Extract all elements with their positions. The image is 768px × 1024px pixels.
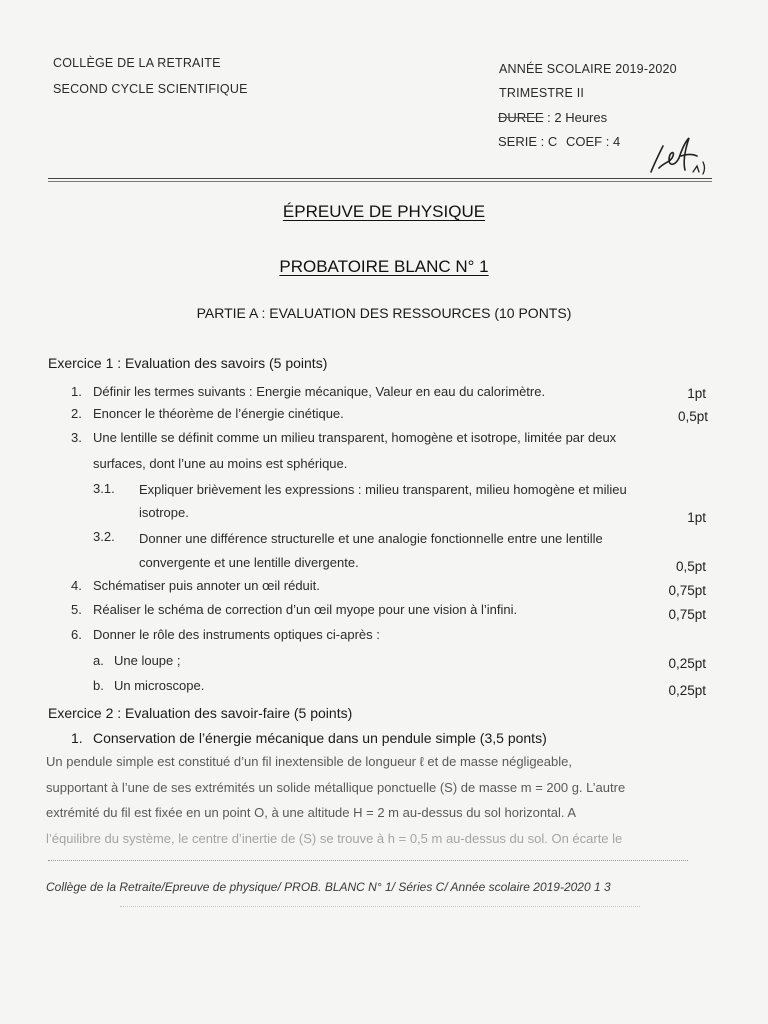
- header-rule: [48, 178, 712, 179]
- exam-subtitle: PROBATOIRE BLANC N° 1: [279, 257, 489, 276]
- q6-text: Donner le rôle des instruments optiques ci-après :: [93, 627, 380, 642]
- q5-number: 5.: [71, 602, 82, 617]
- exercise1-heading: Exercice 1 : Evaluation des savoirs (5 points): [48, 355, 328, 371]
- q1-number: 1.: [71, 384, 82, 399]
- q6b-text: Un microscope.: [114, 678, 205, 693]
- duration-label: DUREE: [498, 110, 544, 125]
- school-year: ANNÉE SCOLAIRE 2019-2020: [499, 62, 677, 76]
- q4-points: 0,75pt: [668, 583, 706, 598]
- q1-text: Définir les termes suivants : Energie mécanique, Valeur en eau du calorimètre.: [93, 384, 546, 399]
- q31-line1: Expliquer brièvement les expressions : milieu transparent, milieu homogène et milieu: [139, 482, 627, 497]
- q3-number: 3.: [71, 430, 82, 445]
- term: TRIMESTRE II: [499, 86, 585, 100]
- school-cycle: SECOND CYCLE SCIENTIFIQUE: [53, 82, 248, 96]
- coefficient: COEF : 4: [566, 134, 621, 149]
- ex2-paragraph-line4: l’équilibre du système, le centre d’inertie de (S) se trouve à h = 0,5 m au-dessus du sol. On écarte le: [46, 831, 623, 846]
- page-footer: Collège de la Retraite/Epreuve de physique/ PROB. BLANC N° 1/ Séries C/ Année scolaire 2019-2020 1 3: [46, 880, 611, 894]
- q4-text: Schématiser puis annoter un œil réduit.: [93, 578, 320, 593]
- q5-text: Réaliser le schéma de correction d’un œil myope pour une vision à l’infini.: [93, 602, 518, 617]
- q6b-letter: b.: [93, 678, 104, 693]
- q2-number: 2.: [71, 406, 82, 421]
- q6a-text: Une loupe ;: [114, 653, 181, 668]
- q32-points: 0,5pt: [675, 559, 706, 574]
- scan-noise-line-lower: [120, 906, 640, 907]
- q4-number: 4.: [71, 578, 82, 593]
- series: SERIE : C: [498, 134, 558, 149]
- q31-points: 1pt: [687, 510, 706, 525]
- q1-points: 1pt: [687, 386, 706, 401]
- header-rule-secondary: [48, 181, 712, 182]
- ex2-sub1-number: 1.: [71, 730, 83, 746]
- ex2-paragraph-line3: extrémité du fil est fixée en un point O, à une altitude H = 2 m au-dessus du sol horizontal. A: [46, 805, 577, 820]
- ex2-paragraph-line2: supportant à l’une de ses extrémités un solide métallique ponctuelle (S) de masse m = 200 g. L’autre: [46, 780, 626, 795]
- q32-line2: convergente et une lentille divergente.: [139, 555, 359, 570]
- q6a-points: 0,25pt: [668, 656, 706, 671]
- q2-text: Enoncer le théorème de l’énergie cinétique.: [93, 406, 344, 421]
- q32-number: 3.2.: [93, 529, 115, 544]
- q32-line1: Donner une différence structurelle et une analogie fonctionnelle entre une lentille: [139, 531, 603, 546]
- q5-points: 0,75pt: [668, 607, 706, 622]
- duration-value: : 2 Heures: [547, 110, 608, 125]
- q2-points: 0,5pt: [677, 409, 708, 424]
- ex2-sub1-heading: Conservation de l’énergie mécanique dans un pendule simple (3,5 ponts): [93, 730, 547, 746]
- q31-line2: isotrope.: [139, 505, 189, 520]
- exercise2-heading: Exercice 2 : Evaluation des savoir-faire (5 points): [48, 705, 353, 721]
- school-name: COLLÈGE DE LA RETRAITE: [53, 56, 221, 70]
- part-a-heading: PARTIE A : EVALUATION DES RESSOURCES (10 PONTS): [196, 305, 572, 321]
- exam-title: ÉPREUVE DE PHYSIQUE: [282, 202, 486, 221]
- q31-number: 3.1.: [93, 481, 115, 496]
- duration: [498, 110, 607, 125]
- q6-number: 6.: [71, 627, 82, 642]
- q6a-letter: a.: [93, 653, 104, 668]
- ex2-paragraph-line1: Un pendule simple est constitué d’un fil inextensible de longueur ℓ et de masse négligeable,: [46, 754, 572, 769]
- q3-line1: Une lentille se définit comme un milieu transparent, homogène et isotrope, limitée par deux: [93, 430, 617, 445]
- q6b-points: 0,25pt: [668, 683, 706, 698]
- signature: [645, 132, 713, 184]
- scan-noise-line: [48, 860, 688, 861]
- q3-line2: surfaces, dont l’une au moins est sphérique.: [93, 456, 348, 471]
